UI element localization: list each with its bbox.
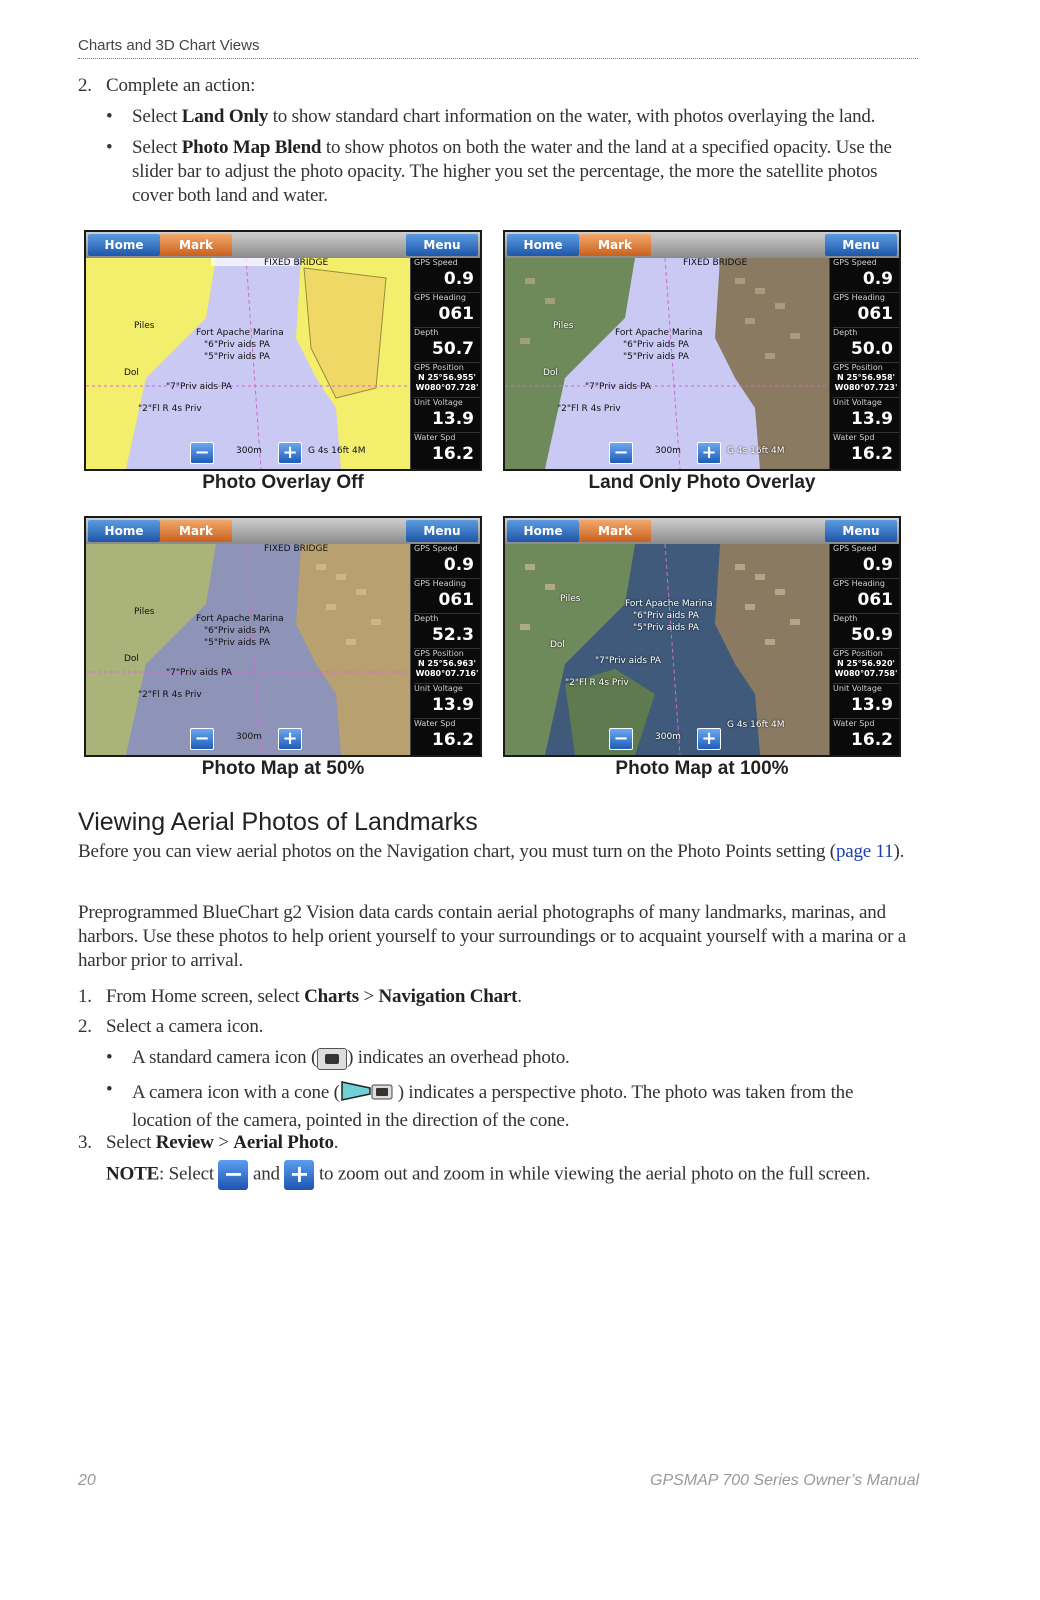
field-label: GPS Speed bbox=[833, 544, 877, 553]
menu-button[interactable]: Menu bbox=[406, 234, 478, 256]
field-label: GPS Position bbox=[833, 363, 883, 372]
screen-photo-overlay-off bbox=[84, 230, 482, 471]
menu-separator: > bbox=[358, 986, 379, 1007]
fixed-bridge-label: FIXED BRIDGE bbox=[683, 258, 748, 268]
screen-land-only-photo-overlay bbox=[503, 230, 901, 471]
step-number: 2. bbox=[78, 1016, 92, 1037]
water-speed-field bbox=[833, 719, 899, 754]
field-value: 16.2 bbox=[432, 730, 474, 750]
mark-button[interactable]: Mark bbox=[579, 520, 651, 542]
aerial-photo-term: Aerial Photo bbox=[233, 1132, 334, 1153]
aid-7-label: "7"Priv aids PA bbox=[585, 382, 651, 392]
chart-map bbox=[86, 258, 410, 469]
page-11-link[interactable]: page 11 bbox=[835, 841, 894, 862]
caption-photo-map-100: Photo Map at 100% bbox=[615, 758, 789, 779]
aid-7-label: "7"Priv aids PA bbox=[166, 382, 232, 392]
light-label: G 4s 16ft 4M bbox=[308, 446, 366, 456]
mark-button[interactable]: Mark bbox=[579, 234, 651, 256]
bullet-dot: • bbox=[106, 1047, 113, 1068]
dol-label: Dol bbox=[124, 368, 139, 378]
caption-land-only-photo-overlay: Land Only Photo Overlay bbox=[588, 472, 816, 493]
field-value: 061 bbox=[857, 304, 893, 324]
land-only-term: Land Only bbox=[181, 106, 269, 127]
field-value: 0.9 bbox=[862, 555, 893, 575]
section-title: Viewing Aerial Photos of Landmarks bbox=[78, 808, 478, 836]
field-label: GPS Heading bbox=[414, 293, 466, 302]
field-value: W080°07.723' bbox=[834, 383, 898, 392]
note bbox=[106, 1160, 870, 1190]
zoom-in-button[interactable]: + bbox=[697, 728, 721, 750]
piles-label: Piles bbox=[134, 321, 155, 331]
gps-heading-field bbox=[833, 579, 899, 614]
menu-separator: > bbox=[213, 1132, 234, 1153]
zoom-out-button[interactable]: − bbox=[609, 728, 633, 750]
navigation-chart-term: Navigation Chart bbox=[378, 986, 518, 1007]
unit-voltage-field bbox=[833, 684, 899, 719]
zoom-in-button[interactable]: + bbox=[697, 442, 721, 464]
field-label: Water Spd bbox=[833, 433, 875, 442]
dol-label: Dol bbox=[550, 640, 565, 650]
depth-field bbox=[833, 614, 899, 649]
step-number: 3. bbox=[78, 1132, 92, 1153]
field-value: 061 bbox=[857, 590, 893, 610]
data-sidebar bbox=[410, 544, 480, 755]
field-label: Unit Voltage bbox=[414, 684, 463, 693]
field-label: Water Spd bbox=[414, 433, 456, 442]
page-number: 20 bbox=[78, 1472, 96, 1489]
home-button[interactable]: Home bbox=[507, 234, 579, 256]
gps-heading-field bbox=[414, 293, 480, 328]
bullet-text: to show standard chart information on the water, with photos overlaying the land. bbox=[268, 106, 876, 127]
field-label: Depth bbox=[414, 328, 439, 337]
aid-5-label: "5"Priv aids PA bbox=[204, 638, 270, 648]
home-button[interactable]: Home bbox=[88, 520, 160, 542]
zoom-out-button[interactable]: − bbox=[190, 728, 214, 750]
data-sidebar bbox=[829, 544, 899, 755]
field-label: GPS Speed bbox=[833, 258, 877, 267]
scale-label: 300m bbox=[655, 446, 681, 456]
home-button[interactable]: Home bbox=[88, 234, 160, 256]
gps-speed-field bbox=[414, 258, 480, 293]
fixed-bridge-label: FIXED BRIDGE bbox=[264, 258, 329, 268]
field-value: 16.2 bbox=[851, 730, 893, 750]
review-term: Review bbox=[155, 1132, 214, 1153]
water-speed-field bbox=[414, 719, 480, 754]
field-label: GPS Position bbox=[414, 649, 464, 658]
bullet-text: to show photos on both the water and the land at a specified opacity. Use the slider bar to adjust the photo opacity. The higher you set the percentage, the more the satellite photos cover both land and water. bbox=[132, 137, 892, 206]
bullet-dot: • bbox=[106, 106, 113, 127]
field-value: 13.9 bbox=[432, 409, 474, 429]
bullet-standard-camera bbox=[106, 1046, 916, 1070]
field-value: 0.9 bbox=[443, 269, 474, 289]
bullet-dot: • bbox=[106, 1079, 113, 1100]
paragraph-photo-points bbox=[78, 840, 908, 864]
field-label: Unit Voltage bbox=[833, 684, 882, 693]
note-text: to zoom out and zoom in while viewing the aerial photo on the full screen. bbox=[314, 1163, 871, 1185]
bullet-text: A standard camera icon ( bbox=[132, 1047, 318, 1068]
field-label: GPS Position bbox=[833, 649, 883, 658]
field-value: 13.9 bbox=[851, 409, 893, 429]
field-value: N 25°56.920' bbox=[837, 659, 895, 668]
bullet-land-only bbox=[106, 105, 916, 129]
aid-6-label: "6"Priv aids PA bbox=[633, 611, 699, 621]
bullet-text: A camera icon with a cone ( bbox=[132, 1081, 340, 1103]
field-value: N 25°56.963' bbox=[418, 659, 476, 668]
step-2 bbox=[78, 75, 255, 97]
field-label: GPS Position bbox=[414, 363, 464, 372]
zoom-out-icon: − bbox=[218, 1160, 248, 1190]
field-label: Depth bbox=[833, 328, 858, 337]
gps-position-field bbox=[414, 363, 480, 398]
field-value: 13.9 bbox=[851, 695, 893, 715]
gps-position-field bbox=[414, 649, 480, 684]
gps-position-field bbox=[833, 363, 899, 398]
scale-label: 300m bbox=[236, 446, 262, 456]
field-value: 50.0 bbox=[851, 339, 893, 359]
field-value: N 25°56.958' bbox=[837, 373, 895, 382]
field-value: 16.2 bbox=[851, 444, 893, 464]
step-number: 1. bbox=[78, 986, 92, 1007]
gps-heading-field bbox=[833, 293, 899, 328]
field-label: GPS Heading bbox=[833, 579, 885, 588]
chart-map bbox=[86, 544, 410, 755]
menu-button[interactable]: Menu bbox=[406, 520, 478, 542]
piles-label: Piles bbox=[553, 321, 574, 331]
step-3 bbox=[78, 1132, 338, 1154]
field-value: 52.3 bbox=[432, 625, 474, 645]
aid-6-label: "6"Priv aids PA bbox=[623, 340, 689, 350]
aid-5-label: "5"Priv aids PA bbox=[623, 352, 689, 362]
aid-5-label: "5"Priv aids PA bbox=[204, 352, 270, 362]
gps-speed-field bbox=[833, 258, 899, 293]
camera-icon bbox=[317, 1048, 347, 1070]
bullet-photo-map-blend bbox=[106, 136, 916, 208]
depth-field bbox=[833, 328, 899, 363]
manual-title: GPSMAP 700 Series Owner’s Manual bbox=[650, 1472, 920, 1489]
field-label: Depth bbox=[414, 614, 439, 623]
marina-label: Fort Apache Marina bbox=[196, 328, 284, 338]
aid-6-label: "6"Priv aids PA bbox=[204, 340, 270, 350]
chart-map bbox=[505, 544, 829, 755]
field-value: W080°07.758' bbox=[834, 669, 898, 678]
caption-photo-overlay-off: Photo Overlay Off bbox=[202, 472, 364, 493]
paragraph-text: ). bbox=[893, 841, 905, 862]
water-speed-field bbox=[414, 433, 480, 468]
menu-button[interactable]: Menu bbox=[825, 234, 897, 256]
step-text: Select bbox=[106, 1132, 156, 1153]
field-label: Depth bbox=[833, 614, 858, 623]
step-2-camera bbox=[78, 1016, 263, 1038]
note-text: and bbox=[248, 1163, 285, 1185]
field-value: 50.7 bbox=[432, 339, 474, 359]
charts-term: Charts bbox=[304, 986, 359, 1007]
step-text: From Home screen, select bbox=[106, 986, 305, 1007]
menu-button[interactable]: Menu bbox=[825, 520, 897, 542]
paragraph-bluechart: Preprogrammed BlueChart g2 Vision data cards contain aerial photographs of many landmarks, marinas, and harbors. Use these photos to help orient yourself to your surroundings or to acquaint yourself with a marina or a harbor prior to arrival. bbox=[78, 902, 906, 971]
field-value: 061 bbox=[438, 590, 474, 610]
screen-photo-map-100 bbox=[503, 516, 901, 757]
unit-voltage-field bbox=[414, 398, 480, 433]
field-value: 16.2 bbox=[432, 444, 474, 464]
paragraph-text: Before you can view aerial photos on the Navigation chart, you must turn on the Photo Points setting ( bbox=[78, 841, 836, 862]
field-value: 061 bbox=[438, 304, 474, 324]
field-label: GPS Heading bbox=[414, 579, 466, 588]
field-value: N 25°56.955' bbox=[418, 373, 476, 382]
data-sidebar bbox=[410, 258, 480, 469]
step-text: . bbox=[517, 986, 522, 1007]
dol-label: Dol bbox=[124, 654, 139, 664]
field-label: Water Spd bbox=[414, 719, 456, 728]
gps-speed-field bbox=[833, 544, 899, 579]
mark-button[interactable]: Mark bbox=[160, 234, 232, 256]
camera-cone-icon bbox=[340, 1078, 398, 1109]
field-label: Water Spd bbox=[833, 719, 875, 728]
zoom-in-button[interactable]: + bbox=[278, 728, 302, 750]
note-label: NOTE bbox=[106, 1163, 160, 1185]
field-value: W080°07.716' bbox=[415, 669, 479, 678]
gps-position-field bbox=[833, 649, 899, 684]
zoom-in-button[interactable]: + bbox=[278, 442, 302, 464]
home-button[interactable]: Home bbox=[507, 520, 579, 542]
fixed-bridge-label: FIXED BRIDGE bbox=[264, 544, 329, 554]
aid-6-label: "6"Priv aids PA bbox=[204, 626, 270, 636]
field-label: Unit Voltage bbox=[833, 398, 882, 407]
bullet-dot: • bbox=[106, 137, 113, 158]
field-label: GPS Heading bbox=[833, 293, 885, 302]
zoom-in-icon: + bbox=[284, 1160, 314, 1190]
field-value: W080°07.728' bbox=[415, 383, 479, 392]
field-label: Unit Voltage bbox=[414, 398, 463, 407]
scale-label: 300m bbox=[236, 732, 262, 742]
depth-field bbox=[414, 614, 480, 649]
aid-2-label: "2"Fl R 4s Priv bbox=[557, 404, 621, 414]
gps-speed-field bbox=[414, 544, 480, 579]
field-value: 50.9 bbox=[851, 625, 893, 645]
field-label: GPS Speed bbox=[414, 544, 458, 553]
step-number: 2. bbox=[78, 75, 92, 96]
note-text: : Select bbox=[159, 1163, 219, 1185]
aid-7-label: "7"Priv aids PA bbox=[166, 668, 232, 678]
water-speed-field bbox=[833, 433, 899, 468]
light-label: G 4s 16ft 4M bbox=[727, 446, 785, 456]
bullet-text: ) indicates an overhead photo. bbox=[347, 1047, 570, 1068]
caption-photo-map-50: Photo Map at 50% bbox=[201, 758, 365, 779]
piles-label: Piles bbox=[134, 607, 155, 617]
aid-2-label: "2"Fl R 4s Priv bbox=[565, 678, 629, 688]
depth-field bbox=[414, 328, 480, 363]
unit-voltage-field bbox=[414, 684, 480, 719]
scale-label: 300m bbox=[655, 732, 681, 742]
field-label: GPS Speed bbox=[414, 258, 458, 267]
field-value: 0.9 bbox=[443, 555, 474, 575]
bullet-text: Select bbox=[132, 137, 182, 158]
step-text: Select a camera icon. bbox=[106, 1016, 264, 1037]
step-text: . bbox=[333, 1132, 339, 1153]
unit-voltage-field bbox=[833, 398, 899, 433]
gps-heading-field bbox=[414, 579, 480, 614]
aid-2-label: "2"Fl R 4s Priv bbox=[138, 404, 202, 414]
light-label: G 4s 16ft 4M bbox=[727, 720, 785, 730]
marina-label: Fort Apache Marina bbox=[196, 614, 284, 624]
aid-2-label: "2"Fl R 4s Priv bbox=[138, 690, 202, 700]
field-value: 13.9 bbox=[432, 695, 474, 715]
marina-label: Fort Apache Marina bbox=[625, 599, 713, 609]
aid-7-label: "7"Priv aids PA bbox=[595, 656, 661, 666]
bullet-text: Select bbox=[132, 106, 182, 127]
step-1 bbox=[78, 986, 522, 1008]
screen-photo-map-50 bbox=[84, 516, 482, 757]
photo-map-blend-term: Photo Map Blend bbox=[181, 137, 322, 158]
dol-label: Dol bbox=[543, 368, 558, 378]
data-sidebar bbox=[829, 258, 899, 469]
running-header: Charts and 3D Chart Views bbox=[78, 37, 918, 59]
zoom-out-button[interactable]: − bbox=[609, 442, 633, 464]
piles-label: Piles bbox=[560, 594, 581, 604]
bullet-text: ) indicates a perspective photo. The photo was taken from the location of the camera, pointed in the direction of the cone. bbox=[132, 1081, 854, 1131]
mark-button[interactable]: Mark bbox=[160, 520, 232, 542]
field-value: 0.9 bbox=[862, 269, 893, 289]
chart-map bbox=[505, 258, 829, 469]
bullet-cone-camera bbox=[106, 1078, 916, 1133]
marina-label: Fort Apache Marina bbox=[615, 328, 703, 338]
step-text: Complete an action: bbox=[106, 75, 256, 96]
zoom-out-button[interactable]: − bbox=[190, 442, 214, 464]
aid-5-label: "5"Priv aids PA bbox=[633, 623, 699, 633]
